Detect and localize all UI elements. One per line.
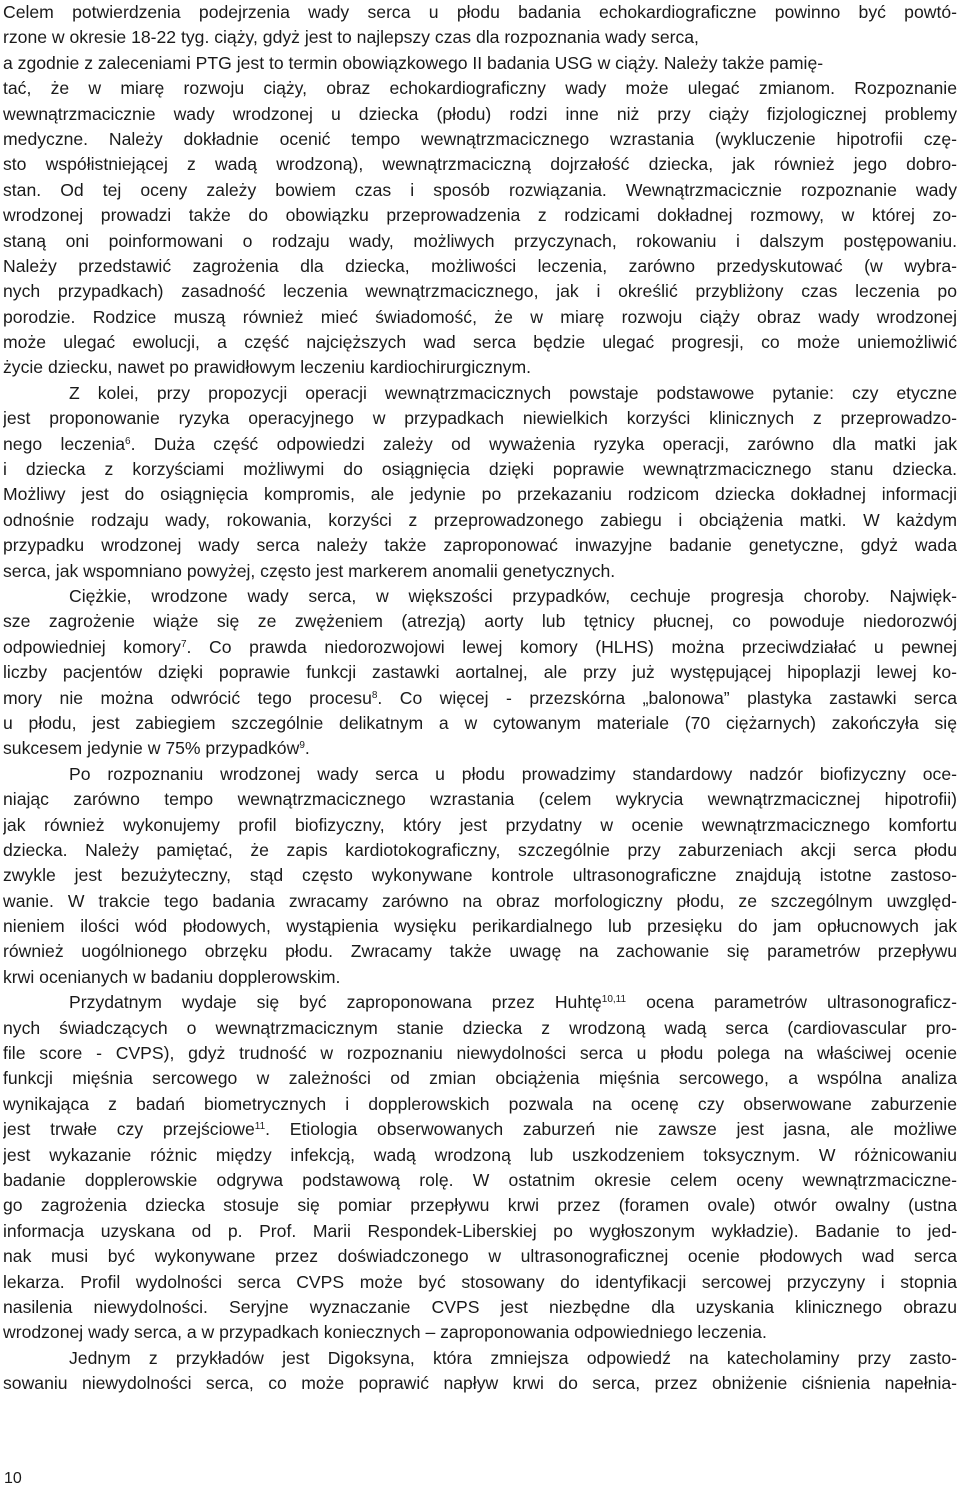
line-text: jest proponowanie ryzyka operacyjnego w przypadkach niewielkich korzyści klinicznych z przeprowadzo- [3,408,957,429]
line-text: odnośnie rodzaju wady, rokowania, korzyści z przeprowadzonego zabiegu i obciążenia matki. W każdym [3,509,957,530]
text-line [3,1244,957,1269]
line-text: Jednym z przykładów jest Digoksyna, która zmniejsza odpowiedź na katecholaminy przy zasto- [69,1347,957,1368]
line-text: stan. Od tej oceny zależy bowiem czas i sposób rozwiązania. Wewnątrzmacicznie rozpoznanie wady [3,179,957,200]
text-line [3,736,957,761]
line-text: wynikająca z badań biometrycznych i dopplerowskich pozwala na ocenę czy obserwowane zaburzenie [3,1093,957,1114]
text-line [3,787,957,812]
line-text: funkcji mięśnia sercowego w zależności od zmian obciążenia mięśnia sercowego, a wspólna analiza [3,1068,957,1089]
line-text: rzone w okresie 18-22 tyg. ciąży, gdyż jest to najlepszy czas dla rozpoznania wady serca, [3,27,699,48]
text-line [3,279,957,304]
line-text: przypadku wrodzonej wady serca należy także zaproponować inwazyjne badanie genetyczne, gdyż wada [3,535,957,556]
text-line [3,1041,957,1066]
citation-superscript: 7 [180,638,187,650]
citation-superscript: 9 [299,740,305,752]
text-line [3,305,957,330]
text-line [3,178,957,203]
line-text: nych świadczących o wewnątrzmacicznym stanie dziecka z wrodzoną wadą serca (cardiovascular pro- [3,1017,957,1038]
text-line [3,990,957,1015]
text-line [3,1320,957,1345]
line-text: u płodu, jest zabiegiem szczególnie delikatnym a w cytowanym materiale (70 ciężarnych) zakończyła się [3,712,957,733]
line-text: i dziecka z korzyściami możliwymi do osiągnięcia dzięki poprawie wewnątrzmacicznego stanu dziecka. [3,459,957,480]
line-text-continued: . [304,738,310,759]
citation-superscript: 10,11 [601,994,627,1006]
text-line [3,406,957,431]
citation-superscript: 8 [371,689,378,701]
line-text: Z kolei, przy propozycji operacji wewnątrzmacicznych powstaje podstawowe pytanie: czy etyczne [69,382,957,403]
line-text: może ulegać ewolucji, a część najcięższych wad serca będzie ulegać progresji, co może uniemożliwić [3,332,957,353]
text-line [3,889,957,914]
line-text-continued: ocena parametrów ultrasonograficz- [626,992,957,1013]
line-text: jest wykazanie różnic między infekcją, wadą wrodzoną lub uszkodzeniem toksycznym. W różnicowaniu [3,1144,957,1165]
line-text: badanie dopplerowskie odgrywa podstawową rolę. W ostatnim okresie celem oceny wewnątrzmaciczne- [3,1169,957,1190]
line-text: nych przypadkach) zasadność leczenia wewnątrzmacicznego, jak i określić przybliżony czas leczenia po [3,281,957,302]
text-line [3,76,957,101]
line-text: lekarza. Profil wydolności serca CVPS może być stosowany do identyfikacji sercowej przyczyny i stopnia [3,1271,957,1292]
line-text: sze zagrożenie wiąże się ze zwężeniem (atrezją) aorty lub tętnicy płucnej, co powoduje niedorozwój [3,611,957,632]
line-text: dziecka. Należy pamiętać, że zapis kardiotokograficzny, szczególnie przy zaburzeniach akcji serca płodu [3,839,957,860]
text-line [3,635,957,660]
text-line [3,457,957,482]
line-text-continued: . Co prawda niedorozwojowi lewej komory (HLHS) można przeciwdziałać u pewnej [186,636,957,657]
text-line [3,609,957,634]
line-text-continued: . Duża część odpowiedzi zależy od wyważenia ryzyka operacji, zarówno dla matki jak [130,433,957,454]
text-line [3,863,957,888]
text-line [3,1346,957,1371]
text-line [3,1193,957,1218]
text-line [3,1295,957,1320]
line-text: nego leczenia [3,433,126,454]
line-text: życie dziecku, nawet po prawidłowym leczeniu kardiochirurgicznym. [3,357,532,378]
text-line [3,584,957,609]
line-text: file score - CVPS), gdyż trudność w rozpoznaniu niewydolności serca u płodu polega na właściwej ocenie [3,1043,957,1064]
citation-superscript: 6 [125,435,131,447]
text-line [3,660,957,685]
text-line [3,939,957,964]
text-line [3,127,957,152]
text-line [3,1117,957,1142]
text-line [3,102,957,127]
text-line [3,203,957,228]
line-text: krwi ocenianych w badaniu dopplerowskim. [3,966,341,987]
line-text: wrodzonej prowadzi także do obowiązku przeprowadzenia z rodzicami dokładnej rozmowy, w której zo- [3,205,957,226]
text-line [3,508,957,533]
line-text: nasilenia niewydolności. Seryjne wyznaczanie CVPS jest niezbędne dla uzyskania klinicznego obrazu [3,1296,957,1317]
text-line [3,686,957,711]
line-text-continued: . Co więcej - przezskórna „balonowa” plastyka zastawki serca [377,687,957,708]
line-text: liczby pacjentów dzięki poprawie funkcji zastawki aortalnej, ale przy już występującej hipoplazji lewej ko- [3,662,957,683]
text-line [3,1168,957,1193]
line-text: porodzie. Rodzice muszą również mieć świadomość, że w miarę rozwoju ciąży obraz wady wrodzonej [3,306,957,327]
text-line [3,1016,957,1041]
text-line [3,1219,957,1244]
text-line [3,229,957,254]
line-text: wewnątrzmacicznie wady wrodzonej u dziecka (płodu) rodzi inne niż przy ciąży fizjologicznej problemy [3,103,957,124]
text-line [3,330,957,355]
line-text: medyczne. Należy dokładnie ocenić tempo wewnątrzmacicznego wzrastania (wykluczenie hipotrofii czę- [3,128,957,149]
line-text: a zgodnie z zaleceniami PTG jest to termin obowiązkowego II badania USG w ciąży. Należy także pamię- [3,52,824,73]
text-line [3,559,957,584]
line-text: zwykle jest bezużyteczny, stąd często wykonywane kontrole ultrasonograficzne znajdują istotne zastoso- [3,865,957,886]
line-text: informacja uzyskana od p. Prof. Marii Respondek-Liberskiej po wygłoszonym wykładzie). Badanie to jed- [3,1220,957,1241]
text-line [3,482,957,507]
line-text: serca, jak wspomniano powyżej, często jest markerem anomalii genetycznych. [3,560,616,581]
citation-superscript: 11 [254,1121,266,1133]
text-line [3,838,957,863]
line-text: odpowiedniej komory [3,636,181,657]
text-line [3,152,957,177]
text-line [3,1371,957,1396]
line-text: wanie. W trakcie tego badania zwracamy zarówno na obraz morfologiczny płodu, ze szczególnym uwzględ- [3,890,957,911]
line-text: wrodzonej wady serca, a w przypadkach koniecznych – zaproponowania odpowiedniego leczenia. [3,1322,767,1343]
line-text: sto współistniejącej z wadą wrodzoną), wewnątrzmaciczną dojrzałość dziecka, jak również jego dobro- [3,154,957,175]
text-line [3,0,957,25]
text-line [3,813,957,838]
line-text: jak również wykonujemy profil biofizyczny, który jest przydatny w ocenie wewnątrzmacicznego komfortu [3,814,957,835]
text-line [3,533,957,558]
line-text: jest trwałe czy przejściowe [3,1119,255,1140]
text-line [3,1066,957,1091]
line-text: Należy przedstawić zagrożenia dla dziecka, możliwości leczenia, zarówno przedyskutować (w wybra- [3,255,957,276]
text-line [3,25,957,50]
line-text: Przydatnym wydaje się być zaproponowana przez Huhtę [69,992,602,1013]
text-line [3,711,957,736]
line-text: Możliwy jest do osiągnięcia kompromis, ale jedynie po przekazaniu rodzicom dziecka dokładnej informacji [3,484,957,505]
line-text: mory nie można odwrócić tego procesu [3,687,372,708]
text-line [3,1270,957,1295]
text-line [3,432,957,457]
text-line [3,355,957,380]
line-text: nak musi być wykonywane przez doświadczonego w ultrasonograficznej ocenie płodowych wad serca [3,1246,957,1267]
text-line [3,762,957,787]
line-text: Ciężkie, wrodzone wady serca, w większości przypadków, cechuje progresja choroby. Najwięk- [69,585,957,606]
line-text-continued: . Etiologia obserwowanych zaburzeń nie zawsze jest jasna, ale możliwe [265,1119,957,1140]
document-page [3,0,957,1396]
line-text: staną oni poinformowani o rodzaju wady, możliwych przyczynach, rokowaniu i dalszym postępowaniu. [3,230,957,251]
text-line [3,965,957,990]
text-line [3,1092,957,1117]
line-text: go zagrożenia dziecka stosuje się pomiar przepływu krwi przez (foramen ovale) otwór owalny (ustna [3,1195,957,1216]
line-text: Po rozpoznaniu wrodzonej wady serca u płodu prowadzimy standardowy nadzór biofizyczny oce- [69,763,957,784]
line-text: niając zarówno tempo wewnątrzmacicznego wzrastania (celem wykrycia wewnątrzmacicznej hipotrofii) [3,789,957,810]
text-line [3,381,957,406]
line-text: sukcesem jedynie w 75% przypadków [3,738,300,759]
page-number: 10 [4,1470,22,1487]
text-line [3,51,957,76]
text-line [3,1143,957,1168]
line-text: sowaniu niewydolności serca, co może poprawić napływ krwi do serca, przez obniżenie ciśnienia napełnia- [3,1373,957,1394]
text-line [3,914,957,939]
line-text: również uogólnionego obrzęku płodu. Zwracamy także uwagę na zachowanie się parametrów przepływu [3,941,957,962]
line-text: Celem potwierdzenia podejrzenia wady serca u płodu badania echokardiograficzne powinno być powtó- [3,2,957,22]
line-text: nieniem ilości wód płodowych, wystąpienia wysięku perikardialnego lub przesięku do jam opłucnowych jak [3,916,957,937]
line-text: tać, że w miarę rozwoju ciąży, obraz echokardiograficzny wady może ulegać zmianom. Rozpoznanie [3,78,957,99]
text-line [3,254,957,279]
